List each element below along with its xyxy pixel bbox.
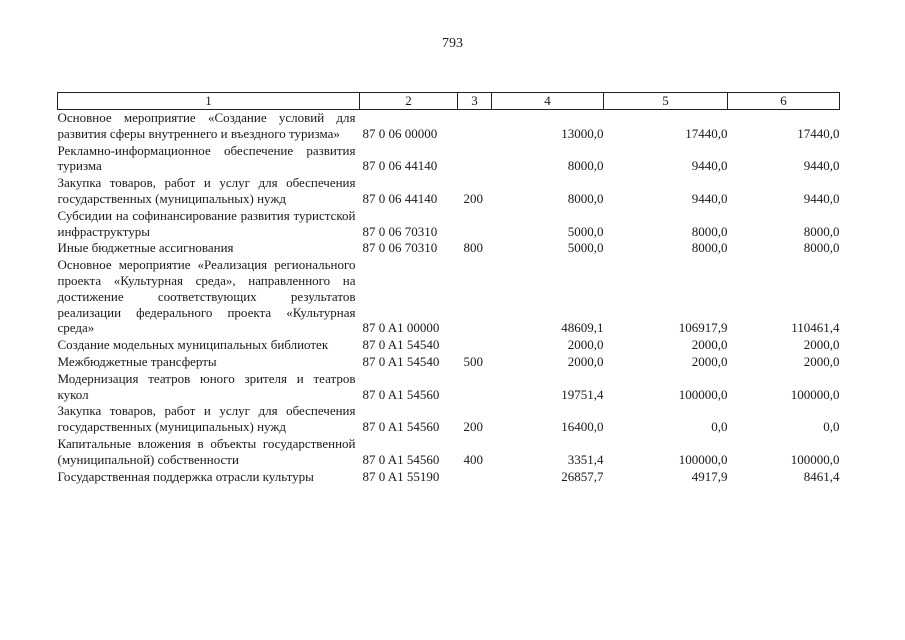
row-code: 87 0 A1 54540: [362, 337, 440, 353]
row-expense-type: [458, 110, 492, 143]
row-name: Межбюджетные трансферты: [57, 353, 217, 369]
column-header-4: 4: [492, 93, 604, 110]
table-row: [58, 371, 840, 404]
row-value-6: 100000,0: [790, 386, 840, 402]
row-value-4: 5000,0: [567, 223, 604, 239]
row-code: 87 0 A1 55190: [362, 468, 440, 484]
table-row: [58, 143, 840, 176]
row-value-6: 8000,0: [803, 240, 840, 256]
row-value-4: 26857,7: [561, 468, 604, 484]
column-header-5: 5: [604, 93, 728, 110]
row-name: Создание модельных муниципальных библиотек: [57, 337, 329, 353]
row-value-6: 100000,0: [790, 451, 840, 467]
row-value-6: 9440,0: [803, 158, 840, 174]
table-row: [58, 337, 840, 354]
row-value-4: 13000,0: [561, 125, 604, 141]
row-expense-type: [458, 337, 492, 354]
row-value-6: 2000,0: [803, 353, 840, 369]
row-name: Модернизация театров юного зрителя и театров кукол: [57, 370, 356, 402]
row-value-5: 4917,9: [691, 468, 728, 484]
row-value-6: 2000,0: [803, 337, 840, 353]
row-code: 87 0 06 00000: [362, 125, 438, 141]
table-row: [58, 403, 840, 436]
table-row: [58, 354, 840, 371]
table-row: [58, 110, 840, 143]
row-value-5: 100000,0: [678, 451, 728, 467]
row-code: 87 0 06 44140: [362, 190, 438, 206]
row-name: Государственная поддержка отрасли культуры: [57, 468, 314, 484]
row-name: Иные бюджетные ассигнования: [57, 240, 234, 256]
row-expense-type: [458, 143, 492, 176]
row-code: 87 0 06 70310: [362, 223, 438, 239]
row-expense-type: [458, 208, 492, 241]
table-row: [58, 257, 840, 337]
row-name: Закупка товаров, работ и услуг для обеспечения государственных (муниципальных) нужд: [57, 175, 356, 206]
row-code: 87 0 A1 54560: [362, 451, 440, 467]
header-row: [58, 93, 840, 110]
row-value-4: 2000,0: [567, 337, 604, 353]
row-expense-type: 200: [463, 190, 483, 206]
row-code: 87 0 A1 54540: [362, 353, 440, 369]
row-code: 87 0 06 44140: [362, 158, 438, 174]
table-row: [58, 175, 840, 208]
row-value-6: 0,0: [823, 419, 840, 435]
row-value-4: 16400,0: [561, 419, 604, 435]
page-number: 793: [442, 36, 463, 51]
row-value-4: 8000,0: [567, 190, 604, 206]
row-name: Капитальные вложения в объекты государственной (муниципальной) собственности: [57, 435, 356, 467]
row-value-5: 8000,0: [691, 223, 728, 239]
row-value-5: 8000,0: [691, 240, 728, 256]
row-value-5: 9440,0: [691, 190, 728, 206]
row-value-4: 8000,0: [567, 158, 604, 174]
row-name: Субсидии на софинансирование развития туристской инфраструктуры: [57, 207, 356, 239]
row-value-5: 17440,0: [685, 125, 728, 141]
row-code: 87 0 A1 00000: [362, 320, 440, 336]
row-value-5: 9440,0: [691, 158, 728, 174]
column-header-6: 6: [728, 93, 840, 110]
row-code: 87 0 A1 54560: [362, 419, 440, 435]
row-value-4: 5000,0: [567, 240, 604, 256]
row-expense-type: 200: [463, 419, 483, 435]
row-value-5: 2000,0: [691, 353, 728, 369]
row-name: Основное мероприятие «Реализация регионального проекта «Культурная среда», направленного на достижение соответствующих результатов реализации федерального проекта «Культурная среда»: [57, 257, 356, 336]
column-header-3: 3: [458, 93, 492, 110]
row-expense-type: 500: [463, 353, 483, 369]
row-expense-type: 800: [463, 240, 483, 256]
row-value-4: 19751,4: [561, 386, 604, 402]
row-value-5: 0,0: [711, 419, 728, 435]
table-row: [58, 469, 840, 486]
row-value-6: 8461,4: [803, 468, 840, 484]
budget-table: [57, 92, 840, 485]
row-value-6: 17440,0: [797, 125, 840, 141]
row-value-4: 2000,0: [567, 353, 604, 369]
row-name: Рекламно-информационное обеспечение развития туризма: [57, 142, 356, 174]
row-code: 87 0 A1 54560: [362, 386, 440, 402]
row-value-5: 2000,0: [691, 337, 728, 353]
row-value-6: 8000,0: [803, 223, 840, 239]
row-value-4: 48609,1: [561, 320, 604, 336]
column-header-2: 2: [360, 93, 458, 110]
row-value-5: 100000,0: [678, 386, 728, 402]
row-expense-type: [458, 257, 492, 337]
column-header-1: 1: [58, 93, 360, 110]
row-code: 87 0 06 70310: [362, 240, 438, 256]
row-expense-type: [458, 371, 492, 404]
table-row: [58, 208, 840, 241]
table-row: [58, 240, 840, 257]
row-value-4: 3351,4: [567, 451, 604, 467]
row-expense-type: 400: [463, 451, 483, 467]
table-row: [58, 436, 840, 469]
row-expense-type: [458, 469, 492, 486]
row-value-6: 110461,4: [791, 320, 840, 336]
row-name: Закупка товаров, работ и услуг для обеспечения государственных (муниципальных) нужд: [57, 403, 356, 435]
row-value-5: 106917,9: [678, 320, 728, 336]
row-name: Основное мероприятие «Создание условий для развития сферы внутреннего и въездного туризма»: [57, 110, 356, 141]
row-value-6: 9440,0: [803, 190, 840, 206]
